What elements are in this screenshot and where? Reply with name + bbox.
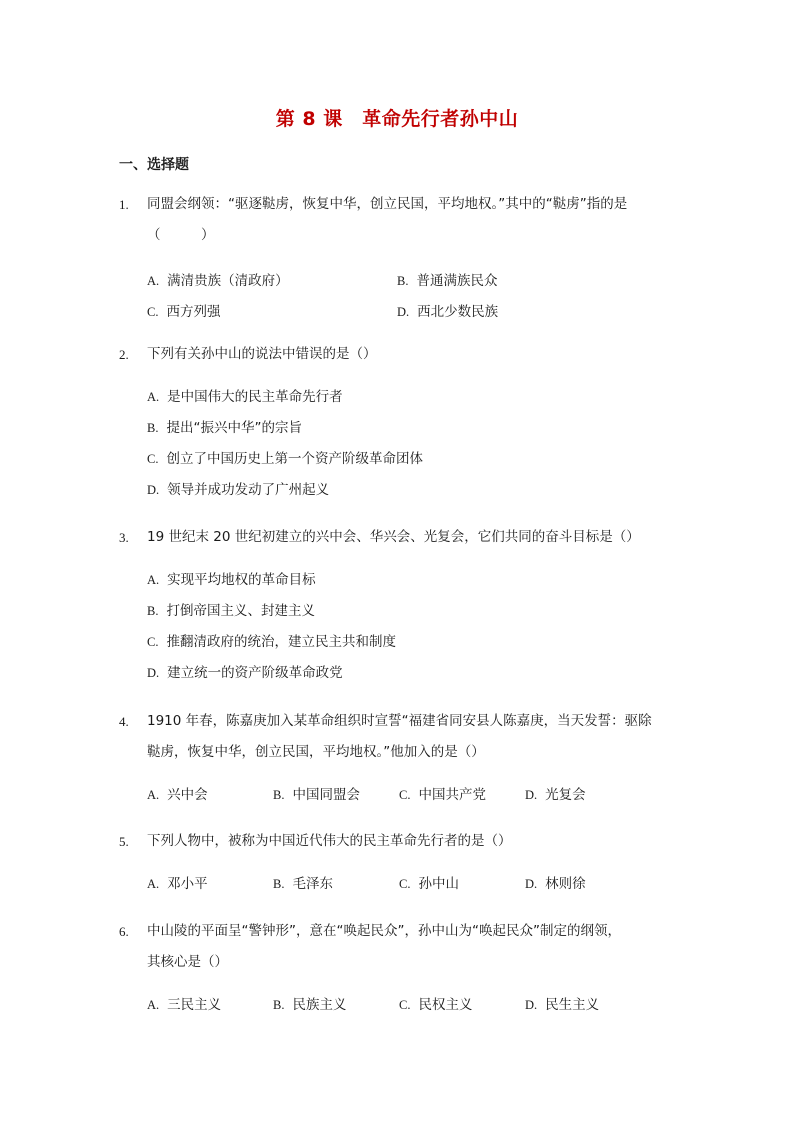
question-line (119, 522, 689, 553)
question-text: 同盟会纲领：“驱逐鞑虏，恢复中华，创立民国，平均地权。”其中的“鞑虏”指的是 (147, 196, 628, 212)
question-number: 4. (119, 714, 129, 729)
question-number: 3. (119, 530, 129, 545)
option-d: D. 领导并成功发动了广州起义 (147, 482, 330, 498)
question-line (119, 737, 689, 768)
question-text: 19 世纪末 20 世纪初建立的兴中会、华兴会、光复会，它们共同的奋斗目标是（） (147, 529, 640, 545)
option-a: A. 实现平均地权的革命目标 (147, 572, 316, 588)
question-text: 下列有关孙中山的说法中错误的是（） (147, 346, 377, 362)
question-number: 6. (119, 924, 129, 939)
option-d: D. 西北少数民族 (397, 304, 499, 320)
question-line (119, 189, 689, 220)
question-line (119, 220, 689, 251)
option-b: B. 打倒帝国主义、封建主义 (147, 603, 315, 619)
options-list (147, 565, 717, 689)
question-4 (119, 706, 689, 811)
question-line (119, 826, 689, 857)
question-line (119, 339, 689, 370)
option-row (147, 780, 717, 811)
option-d: D. 林则徐 (525, 876, 586, 892)
question-2 (119, 339, 689, 506)
option-row (147, 297, 717, 328)
option-c: C. 中国共产党 (399, 787, 486, 803)
option-d: D. 建立统一的资产阶级革命政党 (147, 665, 343, 681)
option-d: D. 民生主义 (525, 997, 600, 1013)
option-c: C. 民权主义 (399, 997, 473, 1013)
question-text: 中山陵的平面呈“警钟形”，意在“唤起民众”，孙中山为“唤起民众”制定的纲领， (147, 923, 621, 939)
option-b: B. 提出“振兴中华”的宗旨 (147, 420, 302, 436)
option-b: B. 中国同盟会 (273, 787, 360, 803)
option-a: A. 兴中会 (147, 787, 208, 803)
option-b: B. 毛泽东 (273, 876, 333, 892)
question-text: 其核心是（） (147, 954, 228, 970)
option-a: A. 三民主义 (147, 997, 222, 1013)
question-text: 鞑虏，恢复中华，创立民国，平均地权。”他加入的是（） (147, 744, 485, 760)
option-row (147, 869, 717, 900)
question-number: 5. (119, 834, 129, 849)
option-b: B. 普通满族民众 (397, 273, 498, 289)
question-text: （ ） (147, 227, 215, 243)
section-heading: 一、选择题 (119, 157, 189, 173)
question-number: 2. (119, 347, 129, 362)
option-a: A. 是中国伟大的民主革命先行者 (147, 389, 343, 405)
options-grid (147, 266, 717, 328)
option-row (147, 266, 717, 297)
options-list (147, 382, 717, 506)
question-6 (119, 916, 689, 1021)
option-c: C. 孙中山 (399, 876, 459, 892)
page-title: 第 8 课 革命先行者孙中山 (275, 108, 519, 130)
question-line (119, 947, 689, 978)
options-row (147, 990, 717, 1021)
question-text: 下列人物中，被称为中国近代伟大的民主革命先行者的是（） (147, 833, 512, 849)
option-c: C. 推翻清政府的统治，建立民主共和制度 (147, 634, 396, 650)
option-a: A. 满清贵族（清政府） (147, 273, 289, 289)
option-a: A. 邓小平 (147, 876, 208, 892)
option-row (147, 990, 717, 1021)
question-line (119, 916, 689, 947)
options-row (147, 780, 717, 811)
question-3 (119, 522, 689, 689)
question-number: 1. (119, 197, 129, 212)
option-d: D. 光复会 (525, 787, 586, 803)
question-1 (119, 189, 689, 328)
question-text: 1910 年春，陈嘉庚加入某革命组织时宣誓“福建省同安县人陈嘉庚，当天发誓：驱除 (147, 713, 652, 729)
option-c: C. 西方列强 (147, 304, 221, 320)
option-c: C. 创立了中国历史上第一个资产阶级革命团体 (147, 451, 423, 467)
option-b: B. 民族主义 (273, 997, 347, 1013)
question-line (119, 706, 689, 737)
options-row (147, 869, 717, 900)
question-5 (119, 826, 689, 900)
